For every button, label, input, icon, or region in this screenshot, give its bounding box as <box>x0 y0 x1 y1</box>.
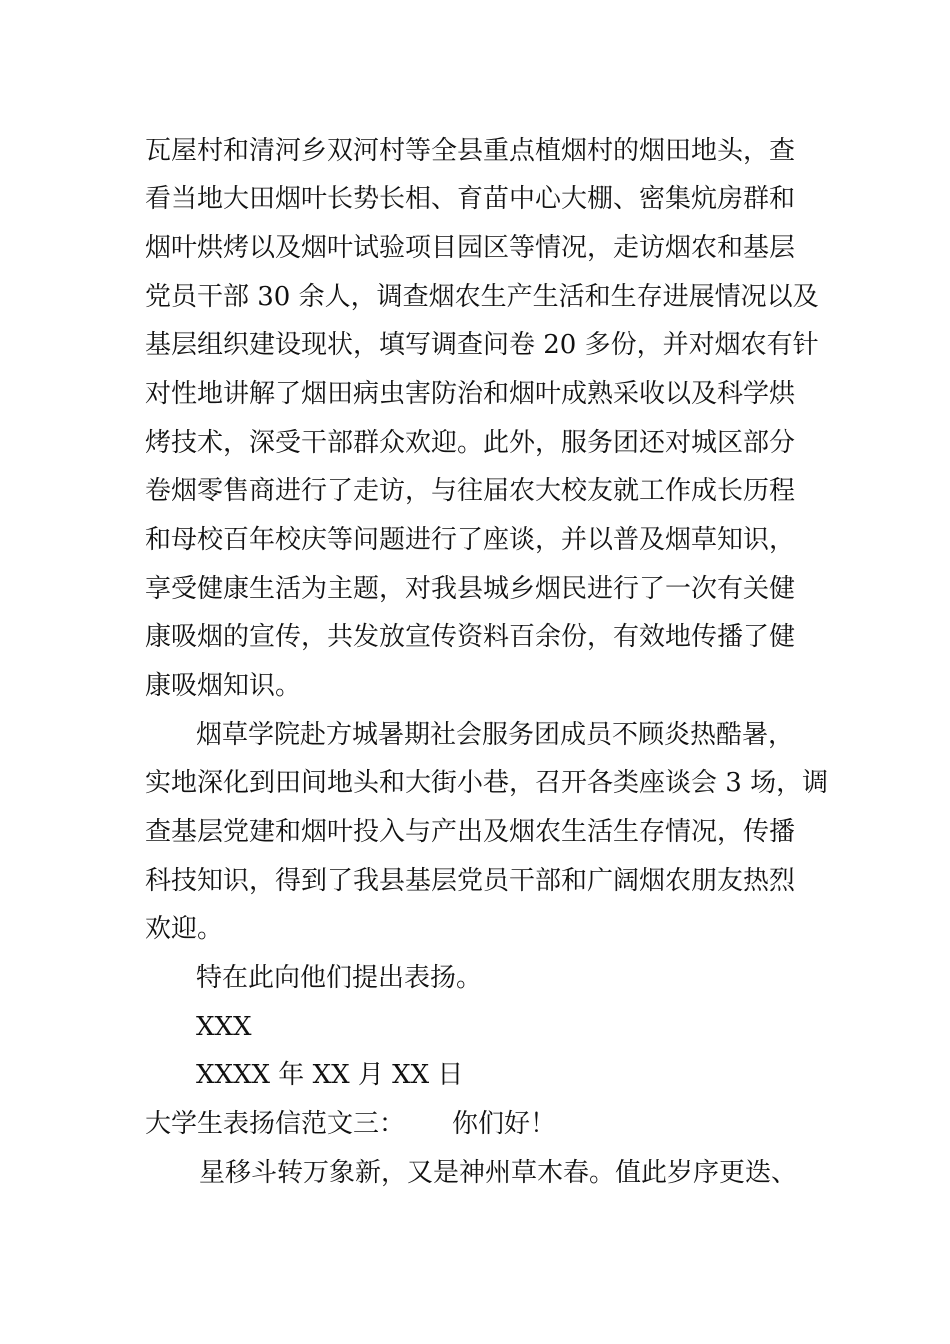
paragraph-1-line-5: 基层组织建设现状，填写调查问卷 20 多份，并对烟农有针 <box>145 330 819 360</box>
paragraph-1-line-6: 对性地讲解了烟田病虫害防治和烟叶成熟采收以及科学烘 <box>145 379 796 409</box>
greeting: 你们好！ <box>452 1109 557 1139</box>
paragraph-2-line-1: 烟草学院赴方城暑期社会服务团成员不顾炎热酷暑， <box>196 720 795 750</box>
paragraph-1-line-4: 党员干部 30 余人，调查烟农生产生活和生存进展情况以及 <box>145 282 819 312</box>
paragraph-1-line-11: 康吸烟的宣传，共发放宣传资料百余份，有效地传播了健 <box>145 622 796 652</box>
paragraph-1-line-8: 卷烟零售商进行了走访，与往届农大校友就工作成长历程 <box>145 476 796 506</box>
paragraph-2-line-4: 科技知识，得到了我县基层党员干部和广阔烟农朋友热烈 <box>145 866 796 896</box>
paragraph-2-line-3: 查基层党建和烟叶投入与产出及烟农生活生存情况，传播 <box>145 817 796 847</box>
paragraph-1-line-3: 烟叶烘烤以及烟叶试验项目园区等情况，走访烟农和基层 <box>145 233 796 263</box>
paragraph-1-line-1: 瓦屋村和清河乡双河村等全县重点植烟村的烟田地头，查 <box>145 136 796 166</box>
next-paragraph-line-1: 星移斗转万象新，又是神州草木春。值此岁序更迭、 <box>199 1158 798 1188</box>
paragraph-1-line-9: 和母校百年校庆等问题进行了座谈，并以普及烟草知识， <box>145 525 796 555</box>
paragraph-1-line-12: 康吸烟知识。 <box>145 671 302 701</box>
date: XXXX 年 XX 月 XX 日 <box>196 1060 464 1090</box>
section-title: 大学生表扬信范文三： <box>145 1109 406 1139</box>
paragraph-2-line-5: 欢迎。 <box>145 914 224 944</box>
paragraph-1-line-10: 享受健康生活为主题，对我县城乡烟民进行了一次有关健 <box>145 574 796 604</box>
closing-line: 特在此向他们提出表扬。 <box>196 963 483 993</box>
paragraph-1-line-7: 烤技术，深受干部群众欢迎。此外，服务团还对城区部分 <box>145 428 796 458</box>
paragraph-1-line-2: 看当地大田烟叶长势长相、育苗中心大棚、密集炕房群和 <box>145 184 796 214</box>
signature: XXX <box>196 1012 252 1042</box>
paragraph-2-line-2: 实地深化到田间地头和大街小巷，召开各类座谈会 3 场，调 <box>145 768 829 798</box>
